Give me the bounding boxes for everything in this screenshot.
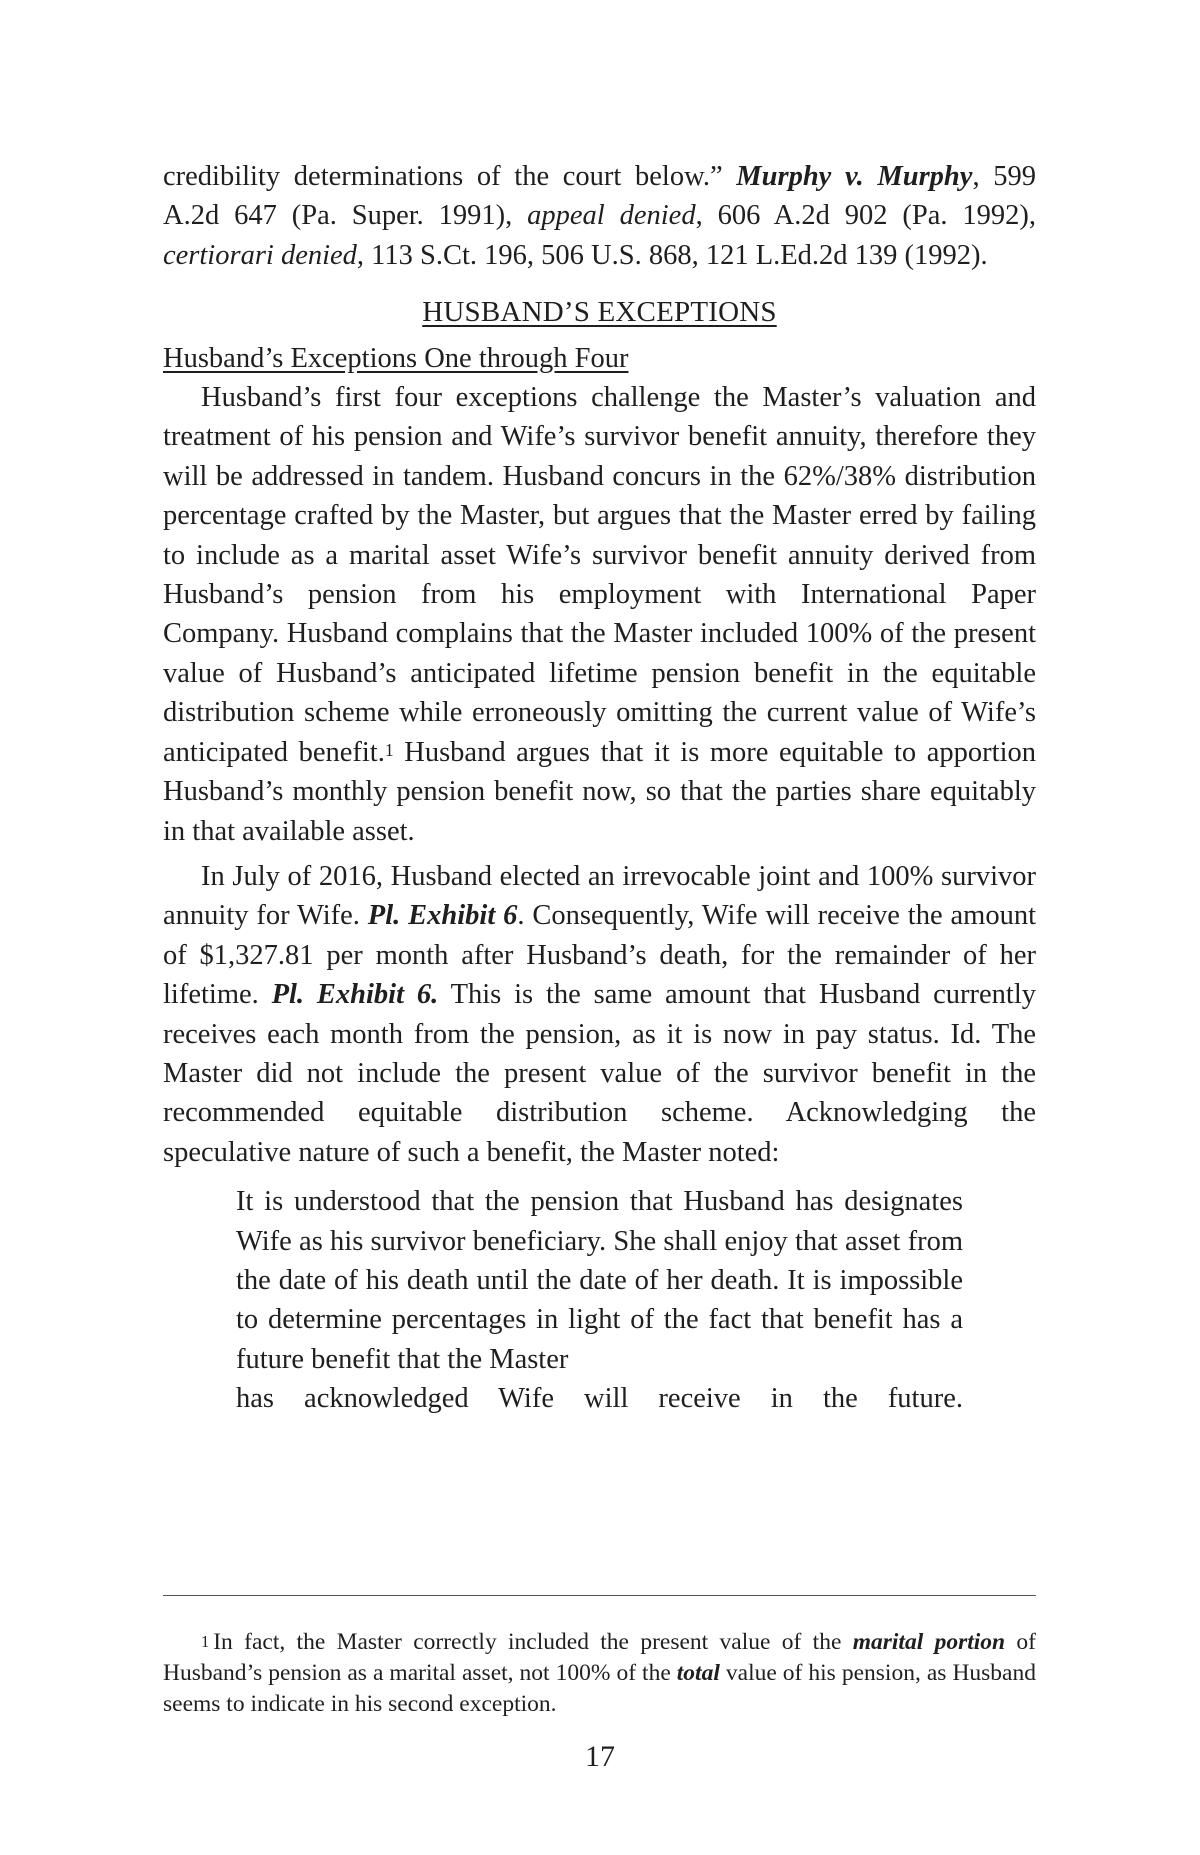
text-run: , 113 S.Ct. 196, 506 U.S. 868, 121 L.Ed.2d 139 (1992). xyxy=(356,239,988,271)
quote-text: It is understood that the pension that Husband has designates Wife as his survivor beneficiary. She shall enjoy that asset from the date of his death until the date of her death. It is impossible to determine percentages in light of the fact that benefit has a future benefit that the Master xyxy=(236,1186,963,1375)
text-run: , 599 A.2d 647 (Pa. Super. 1991), xyxy=(163,161,1036,232)
exhibit-citation: Pl. Exhibit 6. xyxy=(271,979,439,1011)
page-number: 17 xyxy=(585,1740,615,1773)
text-run: credibility determinations of the court below.” xyxy=(163,161,737,192)
citation-signal: appeal denied xyxy=(527,200,696,232)
block-quote xyxy=(236,1182,963,1418)
citation-signal: certiorari denied xyxy=(163,239,357,271)
footnote-reference: 1 xyxy=(384,739,394,760)
subsection-heading: Husband’s Exceptions One through Four xyxy=(163,342,629,374)
emphasis: total xyxy=(676,1659,720,1686)
text-run: Husband’s first four exceptions challenge the Master’s valuation and treatment of his pension and Wife’s survivor benefit annuity, therefore they will be addressed in tandem. Husband concurs in the 62%/38% distribution percentage crafted by the Master, but argues that the Master erred by failing to include as a marital asset Wife’s survivor benefit annuity derived from Husband’s pension from his employment with International Paper Company. Husband complains that the Master included 100% of the present value of Husband’s anticipated lifetime pension benefit in the equitable distribution scheme while erroneously omitting the current value of Wife’s anticipated benefit. xyxy=(163,382,1036,768)
text-run: , 606 A.2d 902 (Pa. 1992), xyxy=(695,200,1036,232)
text-run: Husband argues that it is more equitable to apportion Husband’s monthly pension benefit now, so that the parties share equitably in that available asset. xyxy=(163,736,1036,847)
exhibit-citation: Pl. Exhibit 6 xyxy=(367,900,518,932)
footnote-number: 1 xyxy=(201,1631,210,1651)
text-run: . Consequently, Wife will receive the amount of $1,327.81 per month after Husband’s death, for the remainder of her lifetime. xyxy=(163,900,1036,1011)
text-run: In July of 2016, Husband elected an irrevocable joint and 100% survivor annuity for Wife. xyxy=(163,860,1036,932)
footnote xyxy=(163,1627,1036,1720)
section-heading: HUSBAND’S EXCEPTIONS xyxy=(422,296,777,329)
paragraph-exceptions xyxy=(163,378,1036,851)
main-text xyxy=(163,157,1036,1419)
emphasis: marital portion xyxy=(852,1628,1006,1655)
text-run: value of his pension, as Husband seems to indicate in his second exception. xyxy=(163,1659,1036,1717)
text-run: In fact, the Master correctly included the present value of the xyxy=(213,1628,853,1655)
text-run: This is the same amount that Husband currently receives each month from the pension, as it is now in pay status. Id. The Master did not include the present value of the survivor benefit in the recommended equitable distribution scheme. Acknowledging the speculative nature of such a benefit, the Master noted: xyxy=(163,979,1036,1168)
footnote-divider xyxy=(163,1595,1036,1596)
text-run: of Husband’s pension as a marital asset, not 100% of the xyxy=(163,1628,1037,1686)
quote-last-line: has acknowledged Wife will receive in the future. xyxy=(236,1383,963,1415)
paragraph-survivor-annuity xyxy=(163,857,1036,1172)
case-citation: Murphy v. Murphy xyxy=(736,161,973,192)
continuation-paragraph xyxy=(163,157,1036,275)
